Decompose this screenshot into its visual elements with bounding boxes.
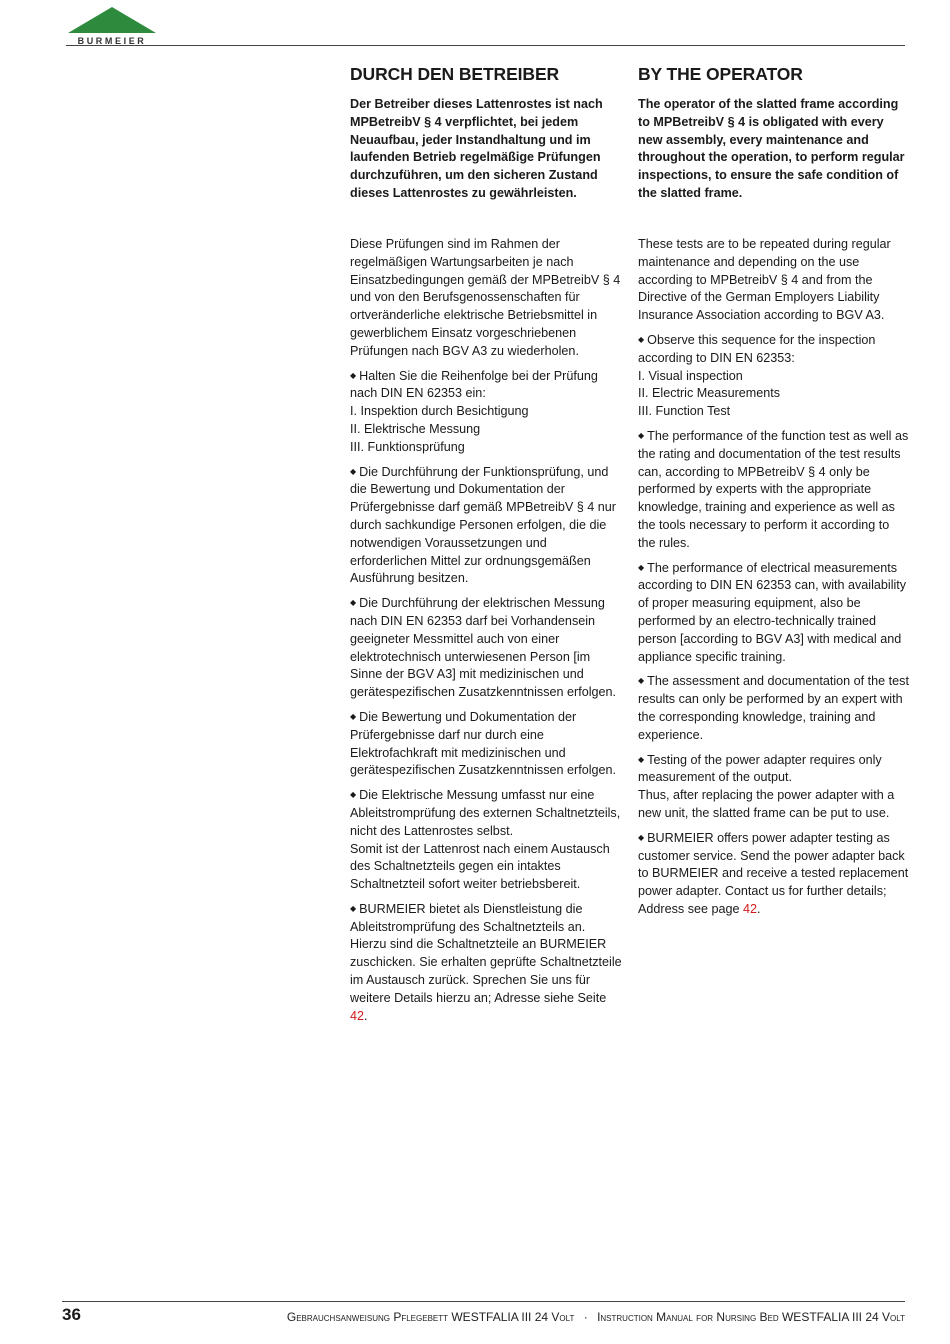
footer-separator: · — [583, 1310, 588, 1324]
german-bullet-sequence — [350, 367, 622, 457]
sentence-end: . — [364, 1008, 368, 1023]
sequence-step-2: II. Elektrische Messung — [350, 421, 481, 436]
bullet-text: Observe this sequence for the inspection according to DIN EN 62353: — [638, 332, 876, 365]
english-bullet-electrical-measurement — [638, 559, 910, 667]
footer-german-model: WESTFALIA III 24 — [451, 1310, 549, 1324]
bullet-diamond-icon: ◆ — [638, 562, 645, 572]
bullet-diamond-icon: ◆ — [638, 430, 645, 440]
page-number: 36 — [62, 1305, 81, 1324]
bullet-text: The assessment and documentation of the test results can only be performed by an expert with the corresponding knowledge, training and experience. — [638, 674, 909, 742]
bullet-text: Halten Sie die Reihenfolge bei der Prüfung nach DIN EN 62353 ein: — [350, 368, 598, 401]
burmeier-logo — [66, 6, 158, 48]
sentence-end: . — [757, 901, 761, 916]
german-title: DURCH DEN BETREIBER — [350, 64, 560, 84]
german-bullet-service — [350, 900, 622, 1026]
bullet-diamond-icon: ◆ — [638, 832, 645, 842]
header-divider — [66, 45, 905, 46]
bullet-diamond-icon: ◆ — [638, 334, 645, 344]
german-intro: Der Betreiber dieses Lattenrostes ist nach MPBetreibV § 4 verpflichtet, bei jedem Neuaufbau, jeder Instandhaltung und im laufenden Betrieb regelmäßige Prüfungen durchzuführen, um den sicheren Zustand dieses Lattenrostes zu gewährleisten. — [350, 97, 603, 200]
bullet-text: BURMEIER offers power adapter testing as customer service. Send the power adapter back to BURMEIER and receive a tested replacement power adapter. Contact us for further details; Address see page — [638, 830, 909, 916]
bullet-diamond-icon: ◆ — [350, 711, 357, 721]
footer-divider — [62, 1301, 905, 1302]
page-reference-link[interactable]: 42 — [350, 1008, 365, 1023]
bullet-text: The performance of electrical measurements according to DIN EN 62353 can, with availability of proper measuring equipment, also be performed by an electro-technically trained person [according to BGV A3] with medical and appliance specific training. — [638, 560, 907, 664]
bullet-diamond-icon: ◆ — [638, 754, 645, 764]
english-intro: The operator of the slatted frame according to MPBetreibV § 4 is obligated with every new assembly, every maintenance and throughout the operation, to perform regular inspections, to ensure the safe condition of the slatted frame. — [638, 97, 905, 200]
german-paragraph: Diese Prüfungen sind im Rahmen der regelmäßigen Wartungsarbeiten je nach Einsatzbedingungen gemäß der MPBetreibV § 4 und von den Berufsgenossenschaften für ortveränderliche elektrische Betriebsmittel in gewerblichem Einsatz vorgeschriebenen Prüfungen nach BGV A3 zu wiederholen. — [350, 237, 621, 358]
house-roof-icon — [68, 6, 156, 34]
bullet-text: Die Bewertung und Dokumentation der Prüfergebnisse darf nur durch eine Elektrofachkraft mit medizinischen und gerätespezifischen Zusatzkenntnissen erfolgen. — [350, 709, 617, 778]
page-reference-link[interactable]: 42 — [743, 901, 758, 916]
german-bullet-function-test — [350, 463, 622, 589]
english-bullet-sequence — [638, 331, 910, 421]
german-bullet-electrical-measurement — [350, 594, 622, 702]
bullet-diamond-icon: ◆ — [350, 598, 357, 608]
bullet-diamond-icon: ◆ — [350, 370, 357, 380]
bullet-text: Testing of the power adapter requires only measurement of the output. — [638, 752, 882, 785]
bullet-text: Die Elektrische Messung umfasst nur eine Ableitstromprüfung des externen Schaltnetzteils, nicht des Lattenrostes selbst. — [350, 788, 621, 838]
bullet-text-continued: Somit ist der Lattenrost nach einem Austausch des Schaltnetzteils gegen ein intaktes Schaltnetzteil sofort weiter betriebsbereit. — [350, 841, 610, 892]
bullet-diamond-icon: ◆ — [638, 676, 645, 686]
footer-text — [287, 1310, 905, 1324]
english-bullet-service — [638, 829, 910, 919]
german-bullet-power-adapter — [350, 786, 622, 894]
sequence-step-1: I. Inspektion durch Besichtigung — [350, 404, 529, 419]
english-bullet-function-test — [638, 427, 910, 553]
german-column — [350, 62, 622, 1031]
english-title: BY THE OPERATOR — [638, 64, 803, 84]
english-bullet-power-adapter — [638, 751, 910, 823]
sequence-step-3: III. Function Test — [638, 404, 731, 419]
bullet-text: The performance of the function test as well as the rating and documentation of the test results can, according to MPBetreibV § 4 only be performed by experts with the appropriate knowledge, training and experience as well as the tools necessary to perform it according to the rules. — [638, 428, 909, 550]
bullet-text: Die Durchführung der elektrischen Messung nach DIN EN 62353 darf bei Vorhandensein geeigneter Messmittel auch von einer elektrotechnisch unterwiesenen Person [im Sinne der BGV A3] mit medizinischen und gerätespezifischen Zusatzkenntnissen erfolgen. — [350, 596, 617, 700]
english-bullet-assessment — [638, 672, 910, 744]
bullet-text-continued: Thus, after replacing the power adapter with a new unit, the slatted frame can be put to use. — [638, 788, 895, 820]
brand-name: BURMEIER — [77, 36, 147, 46]
footer-english-title: Instruction Manual for Nursing Bed — [597, 1310, 779, 1324]
sequence-step-3: III. Funktionsprüfung — [350, 439, 465, 454]
sequence-step-1: I. Visual inspection — [638, 368, 743, 383]
bullet-text: BURMEIER bietet als Dienstleistung die Ableitstromprüfung des Schaltnetzteils an. Hierzu sind die Schaltnetzteile an BURMEIER zuschicken. Sie erhalten geprüfte Schaltnetzteile im Austausch zurück. Sprechen Sie uns für weitere Details hierzu an; Adresse siehe Seite — [350, 901, 622, 1005]
footer-german-title: Gebrauchsanweisung Pflegebett — [286, 1310, 449, 1324]
english-column — [638, 62, 910, 925]
bullet-diamond-icon: ◆ — [350, 466, 357, 476]
english-paragraph: These tests are to be repeated during regular maintenance and depending on the use according to MPBetreibV § 4 and from the Directive of the German Employers Liability Insurance Association according to BGV A3. — [638, 237, 891, 323]
footer-english-model: WESTFALIA III 24 — [781, 1310, 879, 1324]
footer-english-unit: Volt — [882, 1310, 905, 1324]
bullet-diamond-icon: ◆ — [350, 790, 357, 800]
footer-german-unit: Volt — [551, 1310, 575, 1324]
sequence-step-2: II. Electric Measurements — [638, 386, 781, 401]
german-bullet-assessment — [350, 708, 622, 780]
bullet-diamond-icon: ◆ — [350, 903, 357, 913]
bullet-text: Die Durchführung der Funktionsprüfung, und die Bewertung und Dokumentation der Prüfergebnisse darf gemäß MPBetreibV § 4 nur durch sachkundige Personen erfolgen, die die notwendigen Voraussetzungen und erforderlichen Mittel zur ordnungsgemäßen Ausführung besitzen. — [350, 464, 616, 586]
